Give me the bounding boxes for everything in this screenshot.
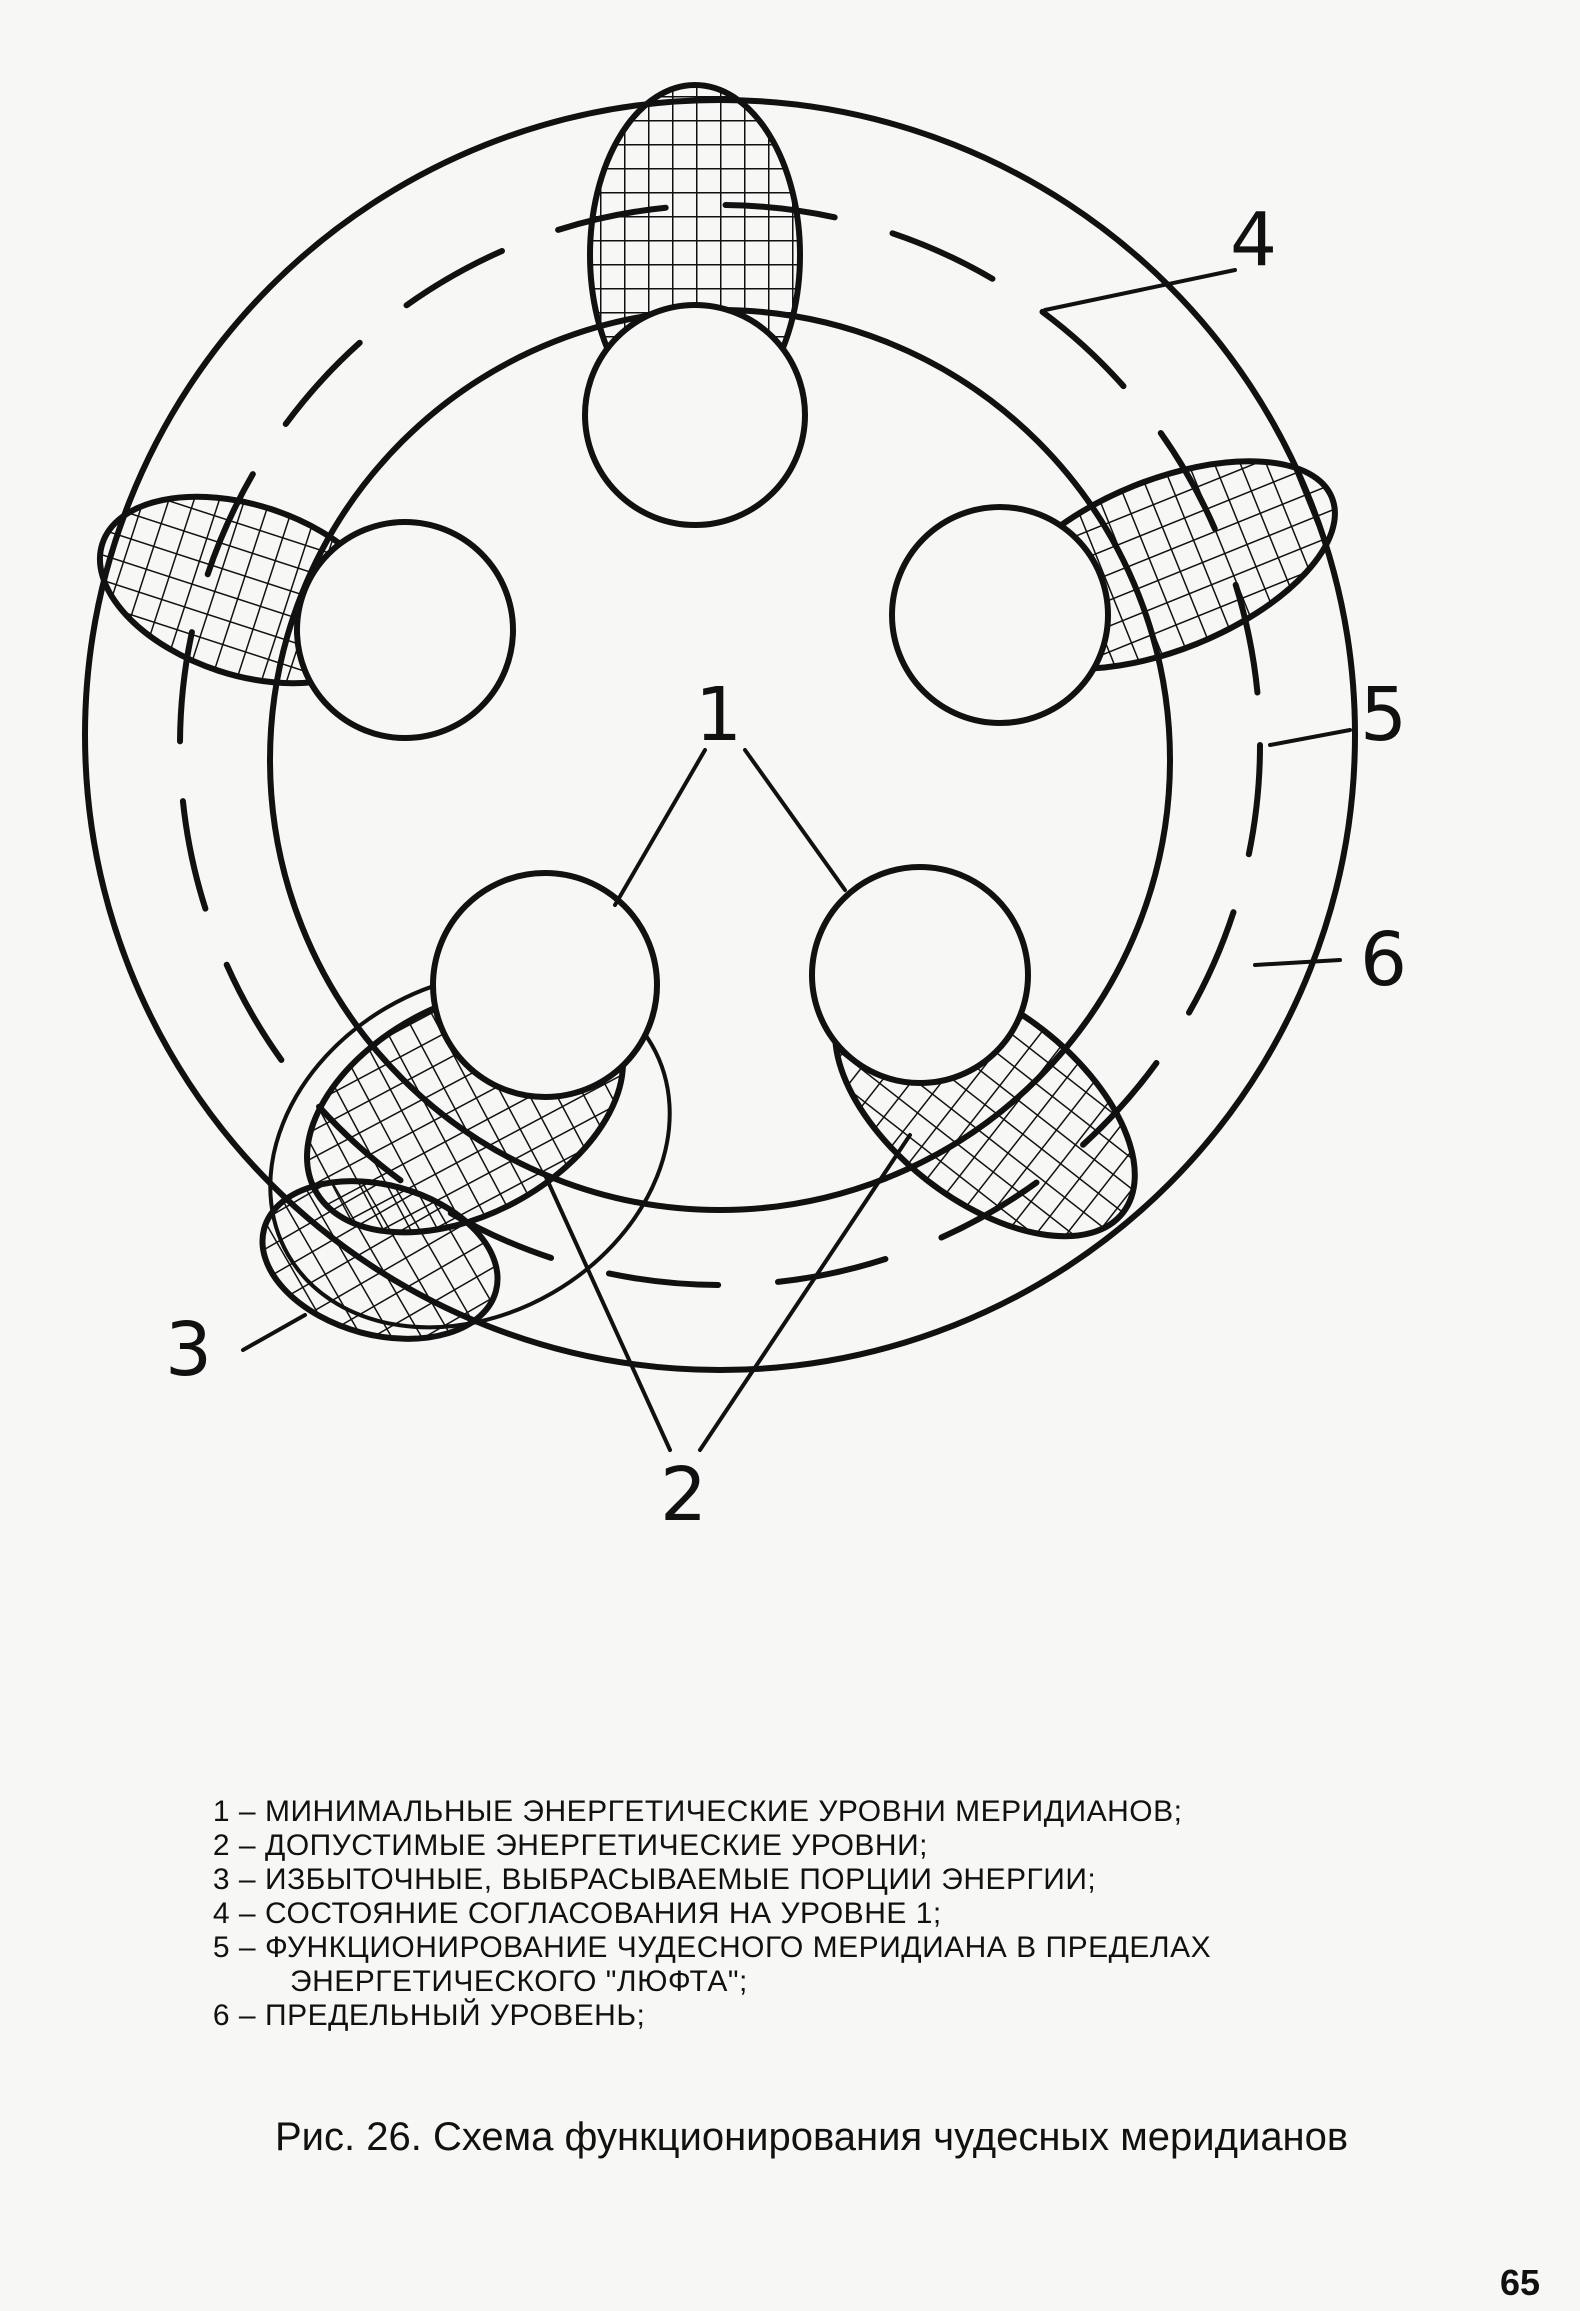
callout-6: 6 <box>1360 917 1408 1003</box>
legend-dash: – <box>238 1897 257 1930</box>
legend-number: 3 <box>212 1863 230 1896</box>
page-number: 65 <box>1500 2262 1541 2303</box>
legend-item <box>205 1863 1405 1897</box>
legend-text: МИНИМАЛЬНЫЕ ЭНЕРГЕТИЧЕСКИЕ УРОВНИ МЕРИДИАНОВ; <box>265 1795 1183 1828</box>
legend-item <box>205 1897 1405 1931</box>
legend-text: ПРЕДЕЛЬНЫЙ УРОВЕНЬ; <box>265 1999 646 2032</box>
legend-number: 5 <box>212 1931 230 1964</box>
callout-4: 4 <box>1230 197 1278 283</box>
legend-text: ИЗБЫТОЧНЫЕ, ВЫБРАСЫВАЕМЫЕ ПОРЦИИ ЭНЕРГИИ; <box>265 1863 1097 1896</box>
legend-dash: – <box>238 1795 257 1828</box>
callout-5: 5 <box>1360 672 1408 758</box>
callout-1: 1 <box>695 672 743 758</box>
legend-item <box>205 1931 1405 1965</box>
legend-number: 1 <box>212 1795 230 1828</box>
legend-text: СОСТОЯНИЕ СОГЛАСОВАНИЯ НА УРОВНЕ 1; <box>265 1897 942 1930</box>
legend-item <box>205 1795 1405 1829</box>
legend-number: 4 <box>212 1897 230 1930</box>
legend-text: ДОПУСТИМЫЕ ЭНЕРГЕТИЧЕСКИЕ УРОВНИ; <box>265 1829 928 1862</box>
legend-number: 2 <box>212 1829 230 1862</box>
legend-text-continuation: ЭНЕРГЕТИЧЕСКОГО "ЛЮФТА"; <box>290 1965 748 1998</box>
legend-number: 6 <box>212 1999 230 2032</box>
legend-dash: – <box>238 1931 257 1964</box>
legend-text: ФУНКЦИОНИРОВАНИЕ ЧУДЕСНОГО МЕРИДИАНА В ПРЕДЕЛАХ <box>265 1931 1212 1964</box>
legend-item <box>205 1999 1405 2033</box>
legend-dash: – <box>238 1999 257 2032</box>
legend <box>205 1795 1405 2033</box>
legend-item <box>205 1829 1405 1863</box>
callout-2: 2 <box>660 1452 708 1538</box>
legend-dash: – <box>238 1829 257 1862</box>
callout-3: 3 <box>165 1307 213 1393</box>
figure-caption: Рис. 26. Схема функционирования чудесных меридианов <box>275 2115 1349 2159</box>
legend-dash: – <box>238 1863 257 1896</box>
